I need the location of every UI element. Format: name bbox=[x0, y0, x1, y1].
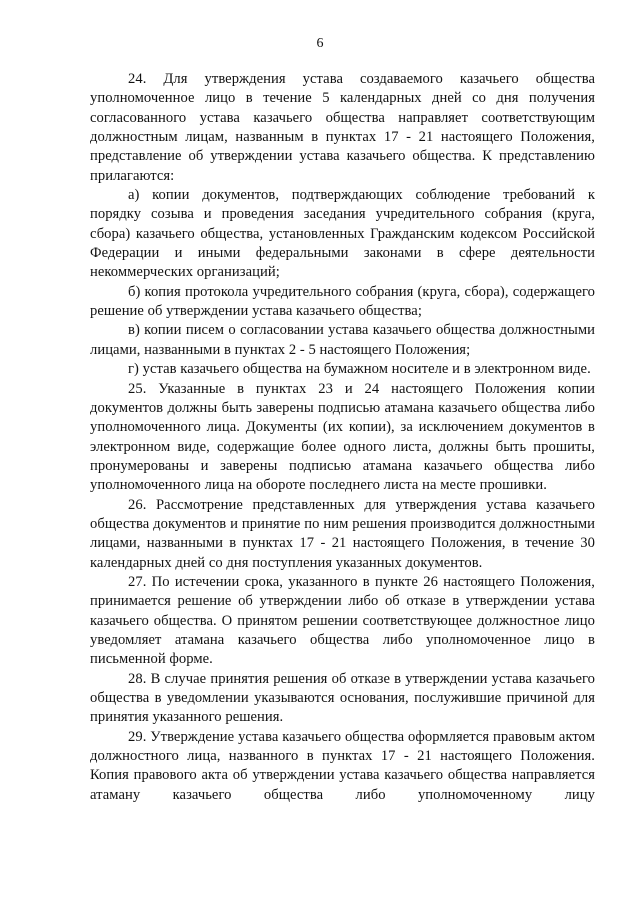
paragraph-24: 24. Для утверждения устава создаваемого казачьего общества уполномоченное лицо в течение 5 календарных дней со дня получения согласованного устава казачьего общества направляет соответствующим должностным лицам, названным в пунктах 17 - 21 настоящего Положения, представление об утверждении устава казачьего общества. К представлению прилагаются: bbox=[90, 71, 595, 184]
paragraph-24-item-b: б) копия протокола учредительного собрания (круга, сбора), содержащего решение об утверждении устава казачьего общества; bbox=[90, 283, 595, 320]
paragraph-24-item-v: в) копии писем о согласовании устава казачьего общества должностными лицами, названными в пунктах 2 - 5 настоящего Положения; bbox=[90, 322, 595, 358]
paragraph-28: 28. В случае принятия решения об отказе в утверждении устава казачьего общества в уведомлении указываются основания, послужившие причиной для принятия указанного решения. bbox=[90, 670, 595, 726]
page-number: 6 bbox=[316, 36, 324, 51]
paragraph-24-item-a: а) копии документов, подтверждающих соблюдение требований к порядку созыва и проведения заседания учредительного собрания (круга, сбора) казачьего общества, установленных Гражданским кодексом Российской Федерации и иными федеральными законами в сфере деятельности некоммерческих организаций; bbox=[90, 187, 595, 281]
paragraph-25: 25. Указанные в пунктах 23 и 24 настоящего Положения копии документов должны быть заверены подписью атамана казачьего общества либо уполномоченного лица. Документы (их копии), за исключением документов в электронном виде, содержащие более одного листа, должны быть прошиты, пронумерованы и заверены подписью атамана казачьего общества либо уполномоченного лица на обороте последнего листа на месте прошивки. bbox=[90, 380, 595, 494]
document-body bbox=[90, 70, 595, 805]
paragraph-29: 29. Утверждение устава казачьего общества оформляется правовым актом должностного лица, названного в пунктах 17 - 21 настоящего Положения. Копия правового акта об утверждении устава казачьего общества направляется атаману казачьего общества либо уполномоченному лицу bbox=[90, 728, 595, 803]
paragraph-24-item-g: г) устав казачьего общества на бумажном носителе и в электронном виде. bbox=[128, 361, 591, 378]
paragraph-26: 26. Рассмотрение представленных для утверждения устава казачьего общества документов и принятие по ним решения производится должностными лицами, названными в пунктах 17 - 21 настоящего Положения, в течение 30 календарных дней со дня поступления указанных документов. bbox=[90, 496, 595, 571]
paragraph-27: 27. По истечении срока, указанного в пункте 26 настоящего Положения, принимается решение об утверждении либо об отказе в утверждении устава казачьего общества. О принятом решении соответствующее должностное лицо уведомляет атамана казачьего общества либо уполномоченное лицо в письменной форме. bbox=[90, 573, 595, 668]
